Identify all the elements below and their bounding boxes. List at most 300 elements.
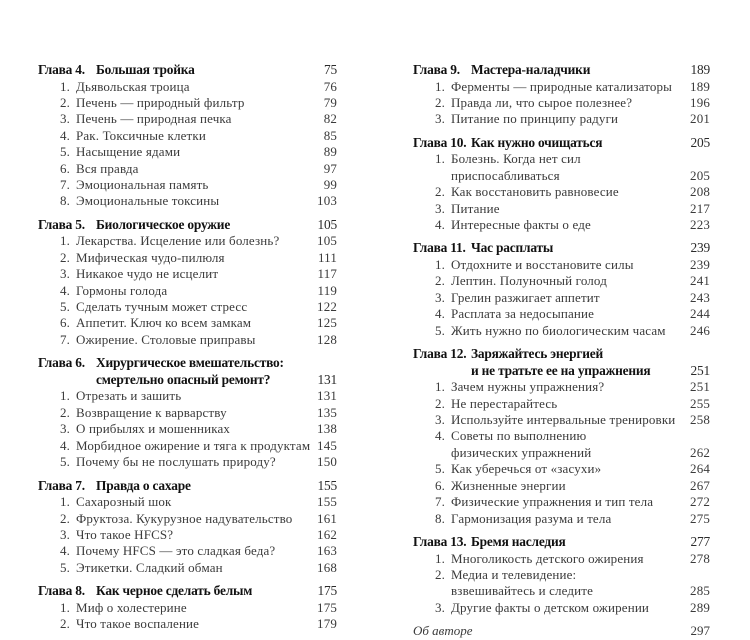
section-title — [451, 600, 690, 616]
section-page-number: 105 — [317, 233, 337, 249]
section-entry — [38, 543, 337, 559]
chapter-block — [413, 62, 710, 128]
section-number: 7. — [59, 331, 70, 347]
section-number: 4. — [59, 282, 70, 298]
section-entry — [38, 332, 337, 348]
section-entry — [38, 266, 337, 282]
section-number: 2. — [434, 184, 445, 200]
chapter-label: Глава 7. — [38, 477, 85, 493]
chapter-heading — [413, 240, 710, 257]
chapter-title-line: Заряжайтесь энергией — [471, 346, 603, 362]
section-number: 6. — [59, 315, 70, 331]
section-number: 3. — [434, 289, 445, 305]
section-entry — [413, 290, 710, 306]
chapter-title — [471, 62, 691, 79]
section-page-number: 275 — [690, 510, 710, 526]
section-number: 2. — [434, 273, 445, 289]
section-entry — [413, 257, 710, 273]
section-entry — [38, 283, 337, 299]
section-page-number: 131 — [317, 388, 337, 404]
chapter-title — [471, 346, 691, 379]
section-title-line: Используйте интервальные тренировки — [451, 412, 676, 428]
section-entry — [413, 494, 710, 510]
section-number: 3. — [59, 526, 70, 542]
section-title-line: Почему HFCS — это сладкая беда? — [76, 543, 276, 559]
section-number: 2. — [59, 404, 70, 420]
section-title — [76, 560, 317, 576]
section-title — [76, 128, 324, 144]
section-page-number: 85 — [323, 127, 337, 143]
section-title-line: Сделать тучным может стресс — [76, 299, 248, 315]
chapter-title-line: Как черное сделать белым — [96, 583, 253, 599]
section-title — [76, 144, 324, 160]
chapter-page-number: 75 — [324, 62, 337, 77]
section-page-number: 175 — [317, 599, 337, 615]
section-page-number: 201 — [690, 111, 710, 127]
section-entry — [413, 79, 710, 95]
section-page-number: 255 — [690, 395, 710, 411]
section-title — [76, 177, 324, 193]
section-title — [76, 111, 324, 127]
section-title-line: Печень — природная печка — [76, 111, 232, 127]
chapter-title — [96, 355, 318, 388]
section-title-line: Не перестарайтесь — [451, 395, 558, 411]
section-title-line: Интересные факты о еде — [451, 217, 591, 233]
section-title-line: Эмоциональные токсины — [76, 193, 220, 209]
section-page-number: 251 — [690, 379, 710, 395]
section-title-line: Рак. Токсичные клетки — [76, 127, 206, 143]
chapter-label: Глава 12. — [413, 346, 467, 362]
chapter-block — [413, 346, 710, 527]
section-number: 1. — [434, 78, 445, 94]
about-author-entry — [413, 623, 710, 639]
section-title-line: Лекарства. Исцеление или болезнь? — [76, 233, 280, 249]
section-page-number: 119 — [317, 282, 337, 298]
section-page-number: 196 — [690, 95, 710, 110]
section-title-line: Жить нужно по биологическим часам — [451, 322, 666, 338]
chapter-block — [38, 583, 337, 632]
chapter-title-line: Хирургическое вмешательство: — [96, 355, 284, 371]
section-page-number: 258 — [690, 412, 710, 428]
section-title-line: взвешивайтесь и следите — [451, 583, 594, 599]
section-entry — [413, 379, 710, 395]
chapter-title — [96, 217, 318, 234]
section-page-number: 264 — [690, 461, 710, 477]
section-title-line: Питание — [451, 200, 500, 216]
section-number: 5. — [434, 461, 445, 477]
section-number: 6. — [59, 160, 70, 176]
section-number: 1. — [59, 78, 70, 94]
section-page-number: 272 — [690, 494, 710, 510]
section-number: 1. — [434, 550, 445, 566]
section-title-line: Правда ли, что сырое полезнее? — [451, 95, 633, 110]
section-title-line: Болезнь. Когда нет сил приспосабливаться — [451, 151, 581, 183]
section-title — [76, 527, 317, 543]
chapter-label: Глава 8. — [38, 583, 85, 599]
section-page-number: 155 — [317, 494, 337, 510]
chapter-page-number: 105 — [317, 216, 337, 232]
section-entry — [38, 128, 337, 144]
chapter-page-number: 251 — [690, 362, 710, 378]
section-title — [451, 478, 690, 494]
section-title — [451, 461, 690, 477]
chapter-page-number: 175 — [317, 583, 337, 599]
section-page-number: 150 — [317, 454, 337, 470]
section-entry — [413, 217, 710, 233]
section-entry — [413, 461, 710, 477]
section-title-line: Вся правда — [76, 160, 139, 176]
section-entry — [413, 600, 710, 616]
section-number: 3. — [59, 421, 70, 437]
section-entry — [38, 161, 337, 177]
chapter-block — [413, 240, 710, 339]
section-title — [76, 543, 317, 559]
section-entry — [38, 250, 337, 266]
section-page-number: 122 — [317, 299, 337, 315]
section-title-line: Никакое чудо не исцелит — [76, 266, 219, 282]
section-title-line: Что такое воспаление — [76, 616, 200, 632]
chapter-title-line: Большая тройка — [96, 62, 195, 77]
section-title — [451, 151, 690, 184]
chapter-heading — [38, 62, 337, 79]
section-number: 2. — [59, 249, 70, 265]
chapter-heading — [413, 62, 710, 79]
section-page-number: 145 — [317, 437, 337, 453]
section-number: 3. — [59, 266, 70, 282]
chapter-title — [96, 62, 324, 79]
section-entry — [413, 273, 710, 289]
section-title — [76, 405, 317, 421]
chapter-page-number: 189 — [690, 62, 710, 77]
section-title — [451, 217, 690, 233]
section-number: 1. — [59, 233, 70, 249]
chapter-page-number: 277 — [690, 533, 710, 549]
section-entry — [413, 428, 710, 461]
chapter-heading — [38, 583, 337, 600]
chapter-label: Глава 9. — [413, 62, 460, 77]
chapter-page-number: 205 — [690, 134, 710, 150]
section-title — [76, 161, 324, 177]
section-title-line: Советы по выполнению — [451, 428, 587, 444]
section-page-number: 76 — [323, 78, 337, 94]
section-title-line: О прибылях и мошенниках — [76, 421, 231, 437]
chapter-title-line: и не тратьте ее на упражнения — [471, 362, 651, 378]
section-entry — [413, 478, 710, 494]
section-entry — [413, 306, 710, 322]
chapter-title — [96, 583, 318, 600]
section-number: 3. — [434, 412, 445, 428]
section-title — [451, 379, 690, 395]
chapter-title-line: Мастера-наладчики — [471, 62, 591, 77]
section-title — [451, 95, 690, 111]
section-entry — [38, 616, 337, 632]
section-entry — [38, 299, 337, 315]
section-entry — [38, 177, 337, 193]
section-title-line: Отрезать и зашить — [76, 388, 182, 404]
section-title — [451, 201, 690, 217]
section-title — [76, 79, 324, 95]
section-number: 8. — [59, 193, 70, 209]
chapter-block — [38, 217, 337, 348]
section-title — [451, 257, 690, 273]
section-title — [451, 412, 690, 428]
section-page-number: 239 — [690, 257, 710, 273]
section-title-line: Насыщение ядами — [76, 144, 181, 160]
section-title-line: Как уберечься от «засухи» — [451, 461, 602, 477]
section-title-line: Отдохните и восстановите силы — [451, 257, 634, 273]
chapter-title — [96, 478, 318, 495]
section-page-number: 217 — [690, 200, 710, 216]
chapter-block — [38, 478, 337, 577]
section-title — [76, 283, 318, 299]
chapter-heading — [38, 478, 337, 495]
section-page-number: 179 — [317, 616, 337, 632]
section-title — [76, 250, 318, 266]
chapter-page-number: 155 — [317, 477, 337, 493]
section-entry — [38, 388, 337, 404]
section-title — [76, 315, 317, 331]
chapter-block — [413, 534, 710, 616]
section-entry — [38, 111, 337, 127]
section-number: 2. — [434, 395, 445, 411]
section-title-line: Другие факты о детском ожирении — [451, 599, 650, 615]
section-entry — [413, 184, 710, 200]
section-number: 4. — [59, 127, 70, 143]
section-page-number: 223 — [690, 217, 710, 233]
section-page-number: 138 — [317, 421, 337, 437]
section-page-number: 205 — [690, 167, 710, 183]
section-entry — [413, 201, 710, 217]
section-page-number: 278 — [690, 550, 710, 566]
chapter-label: Глава 13. — [413, 533, 467, 549]
section-title-line: Зачем нужны упражнения? — [451, 379, 605, 395]
section-title-line: Как восстановить равновесие — [451, 184, 619, 200]
section-entry — [38, 405, 337, 421]
section-entry — [38, 421, 337, 437]
section-title — [451, 428, 690, 461]
section-title — [76, 299, 317, 315]
section-number: 7. — [434, 494, 445, 510]
section-number: 6. — [434, 477, 445, 493]
chapter-heading — [38, 217, 337, 234]
section-number: 5. — [59, 144, 70, 160]
section-page-number: 117 — [317, 266, 337, 282]
section-number: 4. — [434, 217, 445, 233]
section-number: 1. — [434, 257, 445, 273]
section-entry — [413, 511, 710, 527]
section-number: 5. — [434, 322, 445, 338]
chapter-heading — [38, 355, 337, 388]
section-page-number: 89 — [323, 144, 337, 160]
section-number: 1. — [59, 388, 70, 404]
section-title — [76, 388, 317, 404]
chapter-label: Глава 11. — [413, 240, 466, 256]
section-title-line: Физические упражнения и тип тела — [451, 494, 654, 510]
section-title — [451, 79, 690, 95]
section-entry — [38, 494, 337, 510]
section-number: 4. — [59, 543, 70, 559]
section-page-number: 262 — [690, 444, 710, 460]
about-author-title: Об авторе — [413, 623, 473, 639]
section-title — [451, 323, 690, 339]
chapter-title — [471, 240, 691, 257]
section-entry — [413, 95, 710, 111]
section-title — [451, 184, 690, 200]
section-title — [76, 600, 317, 616]
section-page-number: 82 — [323, 111, 337, 127]
about-author-page: 297 — [690, 623, 710, 639]
section-number: 5. — [59, 299, 70, 315]
chapter-heading — [413, 534, 710, 551]
section-entry — [413, 111, 710, 127]
section-title — [451, 396, 690, 412]
section-title-line: Лептин. Полуночный голод — [451, 273, 607, 289]
section-title — [76, 511, 317, 527]
section-title-line: Почему бы не послушать природу? — [76, 454, 276, 470]
section-title — [76, 95, 324, 111]
section-title-line: Сахарозный шок — [76, 494, 172, 510]
section-page-number: 79 — [323, 95, 337, 110]
section-page-number: 243 — [690, 289, 710, 305]
section-page-number: 128 — [317, 331, 337, 347]
section-page-number: 163 — [317, 543, 337, 559]
section-title — [76, 494, 317, 510]
section-page-number: 267 — [690, 477, 710, 493]
section-entry — [413, 323, 710, 339]
section-entry — [38, 454, 337, 470]
section-entry — [413, 412, 710, 428]
section-page-number: 103 — [317, 193, 337, 209]
section-number: 3. — [434, 599, 445, 615]
section-title-line: Возвращение к варварству — [76, 404, 227, 420]
section-title — [76, 421, 317, 437]
section-page-number: 285 — [690, 583, 710, 599]
section-title-line: Питание по принципу радуги — [451, 111, 619, 127]
chapter-title-line: смертельно опасный ремонт? — [96, 371, 271, 387]
chapter-title-line: Бремя наследия — [471, 533, 566, 549]
section-page-number: 125 — [317, 315, 337, 331]
section-title-line: Аппетит. Ключ ко всем замкам — [76, 315, 252, 331]
section-title — [76, 454, 317, 470]
section-number: 1. — [434, 379, 445, 395]
section-number: 4. — [434, 428, 445, 444]
section-number: 2. — [434, 95, 445, 110]
section-title — [76, 233, 317, 249]
section-title-line: Мифическая чудо-пилюля — [76, 249, 225, 265]
section-entry — [38, 560, 337, 576]
chapter-heading — [413, 346, 710, 379]
section-number: 1. — [434, 151, 445, 167]
section-title-line: физических упражнений — [451, 444, 592, 460]
section-number: 2. — [59, 95, 70, 110]
section-number: 7. — [59, 177, 70, 193]
section-title-line: Эмоциональная память — [76, 177, 209, 193]
section-title — [451, 494, 690, 510]
section-number: 4. — [434, 306, 445, 322]
chapter-block — [38, 355, 337, 470]
chapter-page-number: 239 — [690, 240, 710, 256]
chapter-page-number: 131 — [317, 371, 337, 387]
section-entry — [38, 527, 337, 543]
section-entry — [38, 600, 337, 616]
toc-right-column — [413, 62, 710, 640]
chapter-title-line: Как нужно очищаться — [471, 134, 603, 150]
section-title-line: Медиа и телевидение: — [451, 566, 577, 582]
chapter-label: Глава 6. — [38, 355, 85, 371]
section-page-number: 162 — [317, 526, 337, 542]
toc-left-column — [38, 62, 337, 640]
section-title — [451, 111, 690, 127]
chapter-title-line: Биологическое оружие — [96, 216, 231, 232]
section-number: 3. — [59, 111, 70, 127]
section-number: 5. — [59, 559, 70, 575]
section-page-number: 97 — [323, 160, 337, 176]
section-entry — [38, 233, 337, 249]
chapter-title-line: Правда о сахаре — [96, 477, 191, 493]
chapter-block — [38, 62, 337, 210]
section-page-number: 246 — [690, 322, 710, 338]
section-page-number: 289 — [690, 599, 710, 615]
section-title-line: Ожирение. Столовые приправы — [76, 331, 256, 347]
section-number: 4. — [59, 437, 70, 453]
section-page-number: 244 — [690, 306, 710, 322]
section-entry — [413, 551, 710, 567]
section-title — [451, 306, 690, 322]
section-title-line: Печень — природный фильтр — [76, 95, 245, 110]
section-title — [76, 266, 318, 282]
section-page-number: 208 — [690, 184, 710, 200]
section-number: 1. — [59, 494, 70, 510]
section-title-line: Что такое HFCS? — [76, 526, 174, 542]
section-page-number: 99 — [323, 177, 337, 193]
section-number: 2. — [59, 616, 70, 632]
chapter-title — [471, 534, 691, 551]
section-title — [76, 193, 317, 209]
section-entry — [38, 511, 337, 527]
chapter-title — [471, 135, 691, 152]
chapter-label: Глава 10. — [413, 134, 467, 150]
section-title-line: Фруктоза. Кукурузное надувательство — [76, 510, 293, 526]
section-page-number: 189 — [690, 78, 710, 94]
section-title-line: Гормоны голода — [76, 282, 168, 298]
section-title-line: Многоликость детского ожирения — [451, 550, 644, 566]
section-title-line: Ферменты — природные катализаторы — [451, 78, 673, 94]
section-entry — [413, 396, 710, 412]
section-title — [76, 616, 317, 632]
chapter-title-line: Час расплаты — [471, 240, 554, 256]
section-title-line: Этикетки. Сладкий обман — [76, 559, 223, 575]
section-number: 8. — [434, 510, 445, 526]
section-entry — [38, 144, 337, 160]
chapter-block — [413, 135, 710, 234]
chapter-heading — [413, 135, 710, 152]
section-entry — [38, 95, 337, 111]
chapter-label: Глава 5. — [38, 216, 85, 232]
section-title — [76, 332, 317, 348]
section-title-line: Гармонизация разума и тела — [451, 510, 612, 526]
section-entry — [38, 79, 337, 95]
section-page-number: 111 — [318, 249, 337, 265]
section-entry — [38, 193, 337, 209]
section-title — [451, 511, 690, 527]
section-title-line: Расплата за недосыпание — [451, 306, 595, 322]
section-page-number: 168 — [317, 559, 337, 575]
section-title-line: Дьявольская троица — [76, 78, 190, 94]
section-number: 2. — [434, 566, 445, 582]
section-title-line: Грелин разжигает аппетит — [451, 289, 600, 305]
section-title-line: Жизненные энергии — [451, 477, 566, 493]
section-entry — [413, 151, 710, 184]
